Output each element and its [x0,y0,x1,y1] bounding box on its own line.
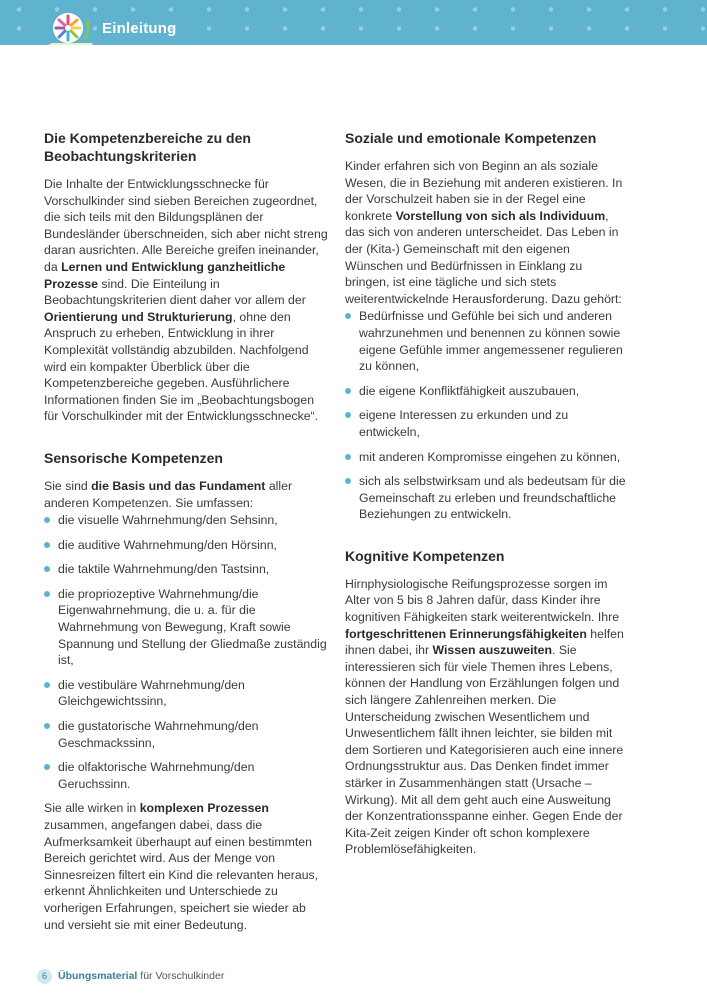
footer-text: für Vorschulkinder [137,970,225,982]
right-column [345,129,630,858]
bold-run: Wissen auszuweiten [432,643,552,658]
bullet-icon [345,412,351,418]
list-text: mit anderen Kompromisse eingehen zu können, [359,449,621,464]
bullet-icon [345,454,351,460]
list-text: die taktile Wahrnehmung/den Tastsinn, [58,562,270,577]
list-item [44,512,329,529]
text-run: sind. Die Einteilung in Beobachtungskriterien dient daher vor allem der [44,276,306,308]
bold-run: Lernen und Entwicklung ganzheitliche Prozesse [44,259,286,291]
heading-sensorisch: Sensorische Kompetenzen [44,449,223,466]
bullet-icon [44,591,50,597]
text-run: Die Inhalte der Entwicklungsschnecke für Vorschulkinder sind sieben Bereichen zugeordnet, die sich teils mit den Bildungsplänen der Bundesländer überschneiden, sich aber nicht streng daran ausrichten. Alle Bereiche greifen ineinander, da [44,177,328,274]
bold-run: Orientierung und Strukturierung [44,309,233,324]
heading-kompetenzbereiche [44,129,329,165]
bullet-icon [44,566,50,572]
list-text: Bedürfnisse und Gefühle bei sich und anderen wahrzunehmen und benennen zu können sowie eigene Gefühle immer angemessener regulieren zu können, [359,309,623,374]
list-text: die gustatorische Wahrnehmung/den Geschmackssinn, [58,719,259,750]
list-item [44,586,329,669]
header-bar [0,0,707,45]
list-text: die olfaktorische Wahrnehmung/den Geruchssinn. [58,760,255,791]
list-text: die auditive Wahrnehmung/den Hörsinn, [58,537,277,552]
text-run: helfen ihnen dabei, ihr [345,626,624,658]
bullet-icon [345,478,351,484]
left-column [44,129,329,933]
list-item [44,561,329,578]
bullet-icon [44,682,50,688]
text-run: Sie sind [44,478,92,493]
list-text: eigene Interessen zu erkunden und zu entwickeln, [359,408,569,439]
list-text: sich als selbstwirksam und als bedeutsam für die Gemeinschaft zu erleben und freundschaftliche Beziehungen zu entwickeln. [359,474,626,522]
list-text: die eigene Konfliktfähigkeit auszubauen, [359,383,580,398]
text-run: , ohne den Anspruch zu erheben, Entwicklung in ihrer Komplexität vollständig abzubilden. Nachfolgend wird ein kompakter Überblick über die Kompetenzbereiche gegeben. Ausführlichere Informationen finden Sie im „Beobachtungsbogen für Vorschulkinder mit der Entwicklungsschnecke“. [44,309,319,424]
heading-kognitiv: Kognitive Kompetenzen [345,547,505,564]
text-run: . Sie interessieren sich für viele Themen ihres Lebens, können der Handlung von Erzählungen folgen und sich längere Zahlenreihen merken. Die Unterscheidung zwischen Wesentlichem und Unwesentlichem fällt ihnen leichter, sie bilden mit dem Sortieren und Kategorisieren auch eine innere Ordnungsstruktur aus. Das Denken findet immer stärker in Zusammenhängen statt (Ursache – Wirkung). Mit all dem geht auch eine Ausweitung der Konzentrationsspanne einher. Gegen Ende der Kita-Zeit zeigen Kinder oft schon komplexere Problemlösefähigkeiten. [345,643,624,857]
list-item [345,383,630,400]
bold-run: Vorstellung von sich als Individuum [395,208,606,223]
list-text: die visuelle Wahrnehmung/den Sehsinn, [58,513,278,528]
list-item [44,718,329,751]
list-item [345,473,630,523]
text-run: Kinder erfahren sich von Beginn an als soziale Wesen, die in Beziehung mit anderen existieren. In der Vorschulzeit haben sie in der Regel eine konkrete [345,159,623,223]
sensorisch-outro [44,800,329,933]
sozial-intro [345,158,630,307]
bold-run: fortgeschrittenen Erinnerungsfähigkeiten [345,626,587,641]
bullet-icon [44,723,50,729]
list-item [44,537,329,554]
bold-run: komplexen Prozessen [139,801,269,816]
bullet-icon [345,388,351,394]
list-item [345,308,630,374]
text-run: Sie alle wirken in [44,801,140,816]
text-run: , das sich von anderen unterscheidet. Das Leben in der (Kita-) Gemeinschaft mit den eigenen Wünschen und Bedürfnissen in Einklang zu bringen, ist eine tägliche und sich stets weiterentwickelnde Herausforderung. Dazu gehört: [345,208,622,306]
heading-line: Die Kompetenzbereiche zu den [44,130,251,146]
heading-line: Beobachtungskriterien [44,148,197,164]
list-text: die vestibuläre Wahrnehmung/den Gleichgewichtssinn, [58,677,245,709]
heading-sozial: Soziale und emotionale Kompetenzen [345,130,597,146]
list-item [44,759,329,792]
sensorisch-list [44,512,329,792]
text-run: Hirnphysiologische Reifungsprozesse sorgen im Alter von 5 bis 8 Jahren dafür, dass Kinder ihre kognitiven Fähigkeiten stark weiterentwickeln. Ihre [345,576,620,625]
page-footer [37,968,224,984]
page-number: 6 [37,969,52,984]
list-item [44,677,329,710]
bullet-icon [44,517,50,523]
list-item [345,449,630,466]
sensorisch-intro [44,478,329,511]
kognitiv-paragraph [345,576,630,858]
section-title: Einleitung [102,20,177,37]
intro-paragraph [44,176,329,425]
bullet-icon [345,313,351,319]
bullet-icon [44,542,50,548]
text-run: zusammen, angefangen dabei, dass die Aufmerksamkeit überhaupt auf einen bestimmten Bereich gerichtet wird. Aus der Menge von Sinnesreizen filtert ein Kind die relevanten heraus, erkennt Ähnlichkeiten und Unterschiede zu vorherigen Erfahrungen, speichert sie wieder ab und versieht sie mit einer Bedeutung. [44,818,319,932]
text-run: aller anderen Kompetenzen. Sie umfassen: [44,478,293,510]
list-text: die propriozeptive Wahrnehmung/die Eigenwahrnehmung, die u. a. für die Wahrnehmung von Bewegung, Kraft sowie Spannung und Stellung der Gliedmaße zuständig ist, [58,586,327,668]
bullet-icon [44,764,50,770]
bold-run: die Basis und das Fundament [91,478,266,493]
footer-brand: Übungsmaterial [58,970,138,982]
sozial-list [345,308,630,523]
snail-logo-icon [42,10,96,45]
list-item [345,407,630,440]
